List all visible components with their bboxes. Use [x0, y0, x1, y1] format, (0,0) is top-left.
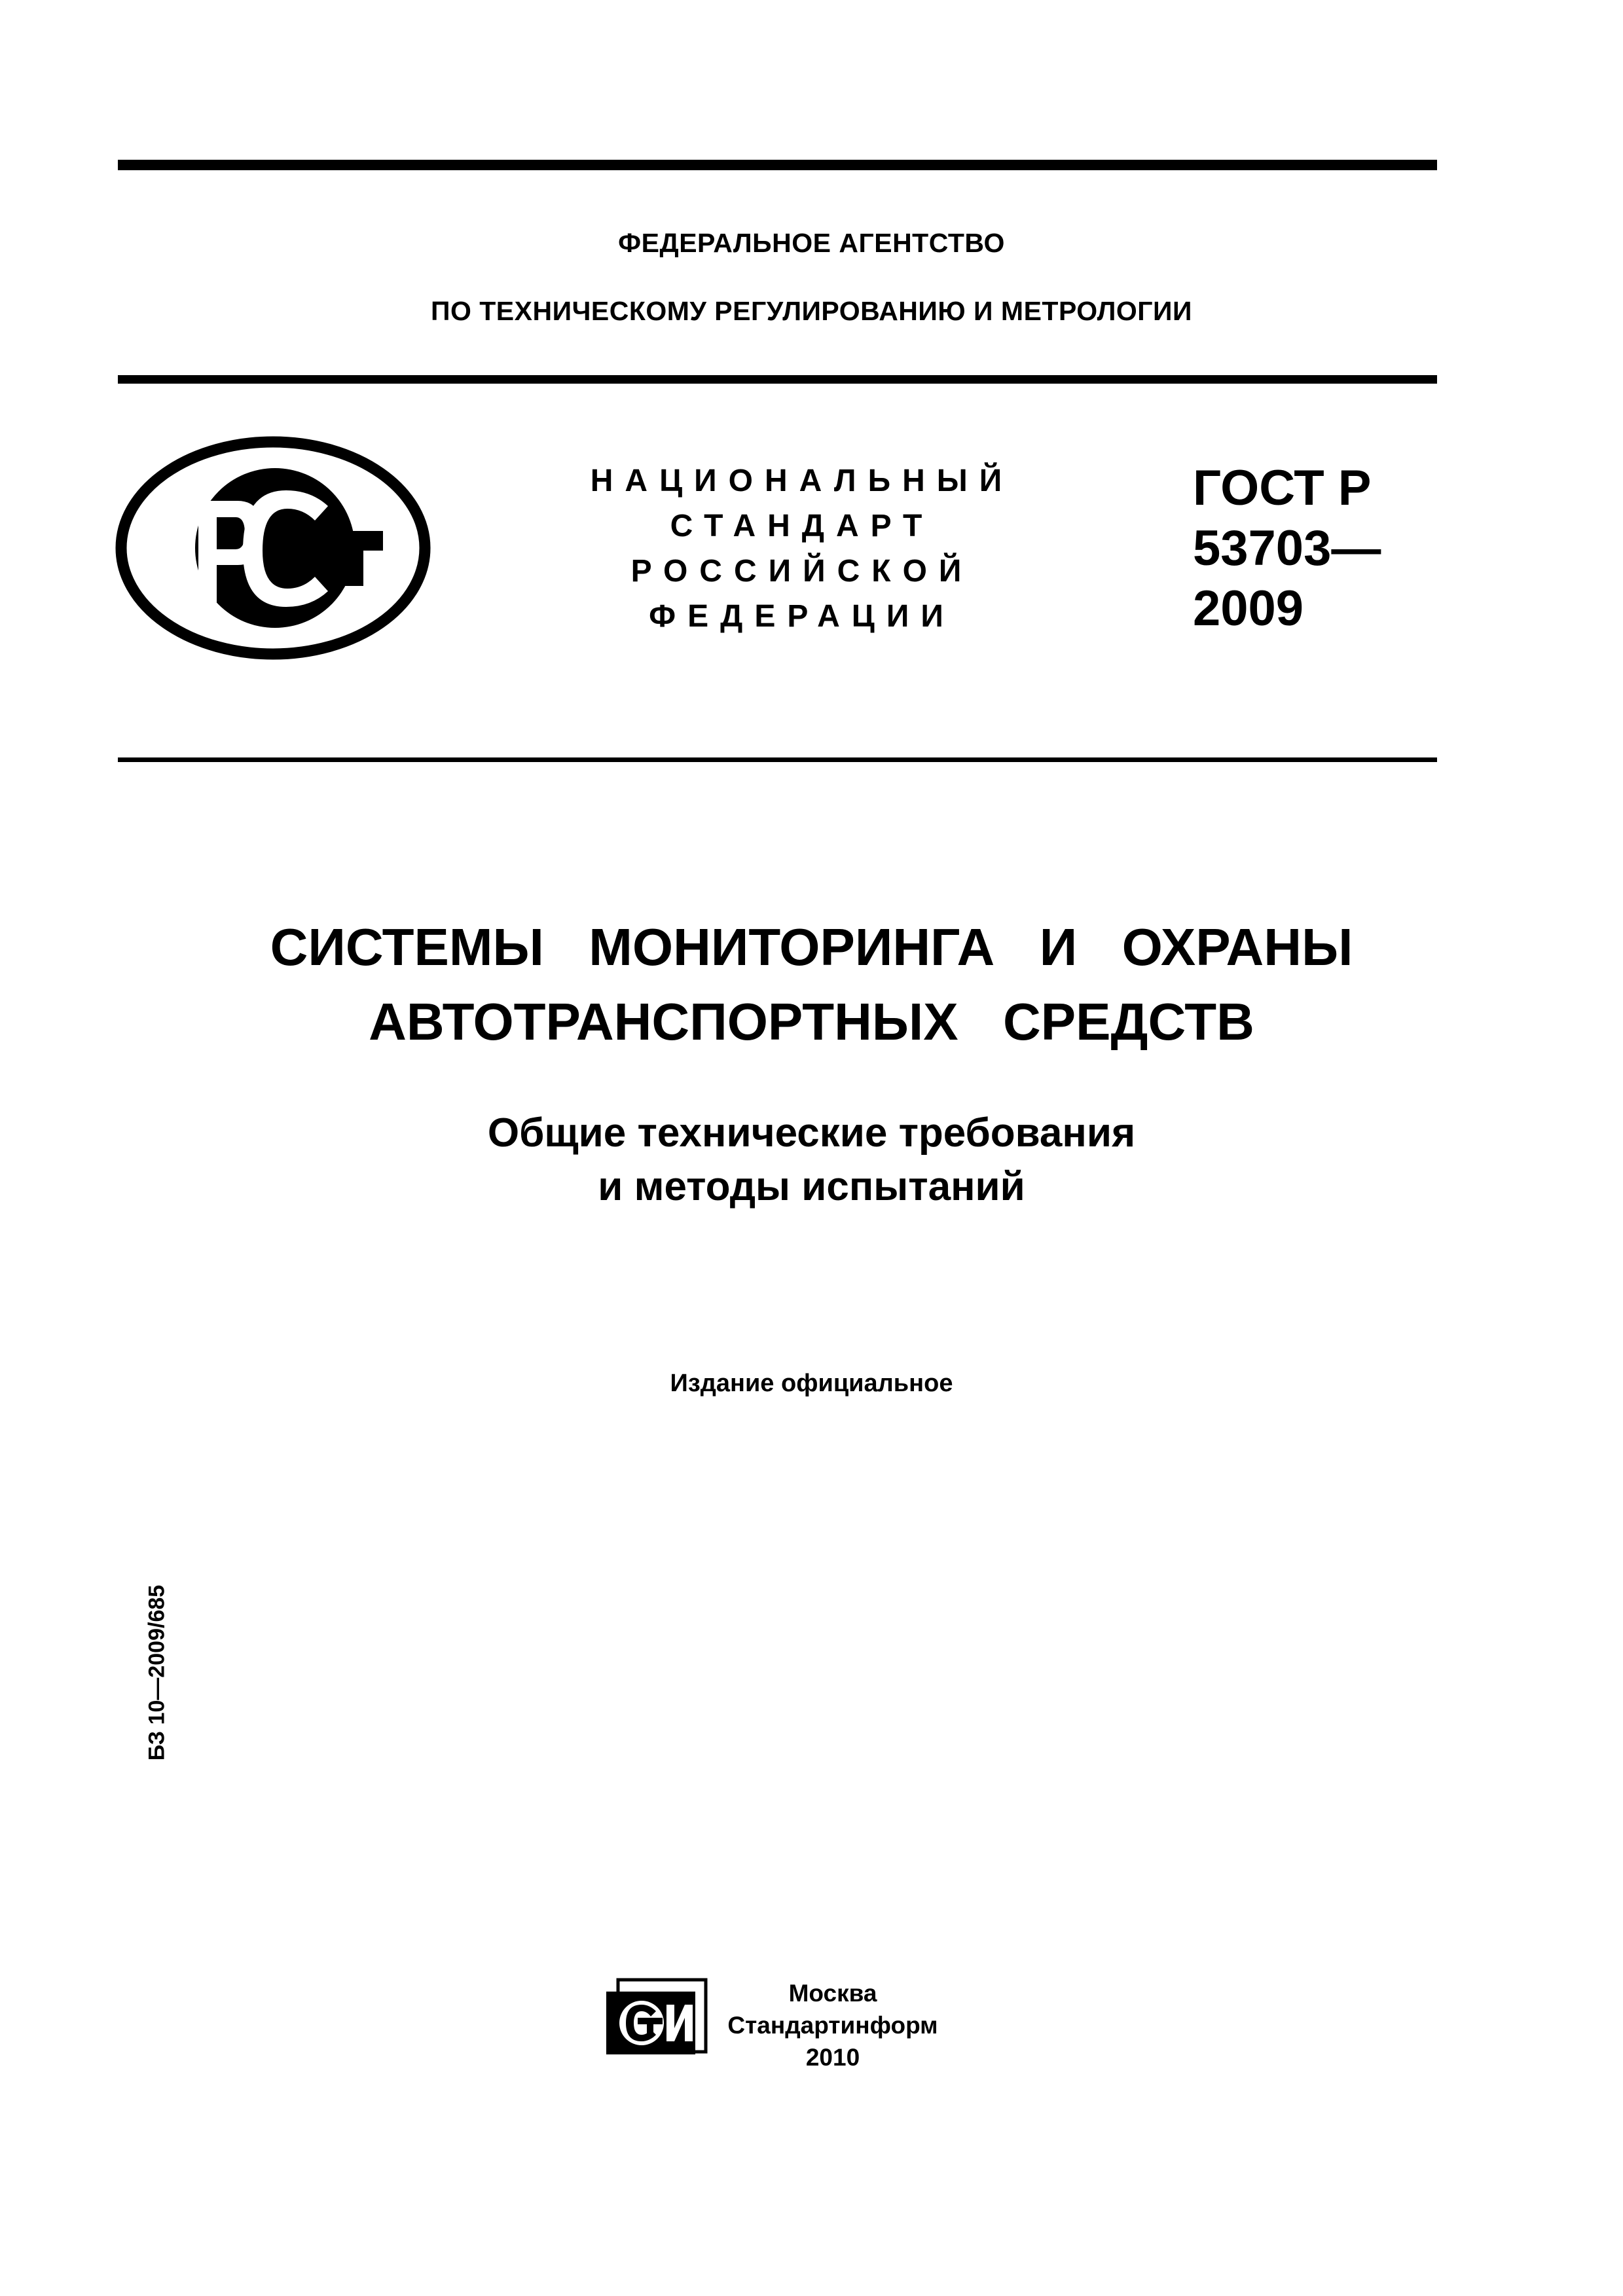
publisher-city: Москва	[788, 1980, 877, 2007]
national-standard-label	[458, 458, 1146, 639]
national-standard-line-1: НАЦИОНАЛЬНЫЙ	[590, 464, 1014, 498]
document-title	[0, 910, 1623, 1059]
national-standard-line-4: ФЕДЕРАЦИИ	[649, 599, 955, 634]
agency-name-line-1: ФЕДЕРАЛЬНОЕ АГЕНТСТВО	[618, 228, 1005, 258]
agency-name-line-2: ПО ТЕХНИЧЕСКОМУ РЕГУЛИРОВАНИЮ И МЕТРОЛОГИИ	[431, 296, 1192, 326]
publisher-year: 2010	[805, 2044, 860, 2071]
designation-line-1: ГОСТ Р	[1193, 460, 1372, 516]
document-subtitle-line-1: Общие технические требования	[487, 1110, 1136, 1156]
document-subtitle	[0, 1106, 1623, 1214]
agency-bottom-rule	[118, 375, 1437, 384]
side-code-text: БЗ 10—2009/685	[144, 1584, 170, 1761]
publisher-block	[715, 1977, 951, 2073]
standard-designation	[1193, 458, 1381, 639]
designation-line-2: 53703—	[1193, 520, 1381, 576]
header-bottom-rule	[118, 757, 1437, 762]
edition-label: Издание официальное	[670, 1370, 953, 1397]
standartinform-logo-icon	[604, 1975, 708, 2056]
rst-certification-logo-icon	[115, 435, 432, 661]
document-title-line-2: АВТОТРАНСПОРТНЫХ СРЕДСТВ	[369, 993, 1254, 1051]
national-standard-line-2: СТАНДАРТ	[670, 509, 934, 543]
document-subtitle-line-2: и методы испытаний	[598, 1164, 1025, 1209]
top-rule	[118, 160, 1437, 170]
publisher-name: Стандартинформ	[727, 2012, 938, 2039]
designation-line-3: 2009	[1193, 581, 1304, 636]
document-title-line-1: СИСТЕМЫ МОНИТОРИНГА И ОХРАНЫ	[270, 918, 1353, 976]
national-standard-line-3: РОССИЙСКОЙ	[630, 554, 974, 589]
